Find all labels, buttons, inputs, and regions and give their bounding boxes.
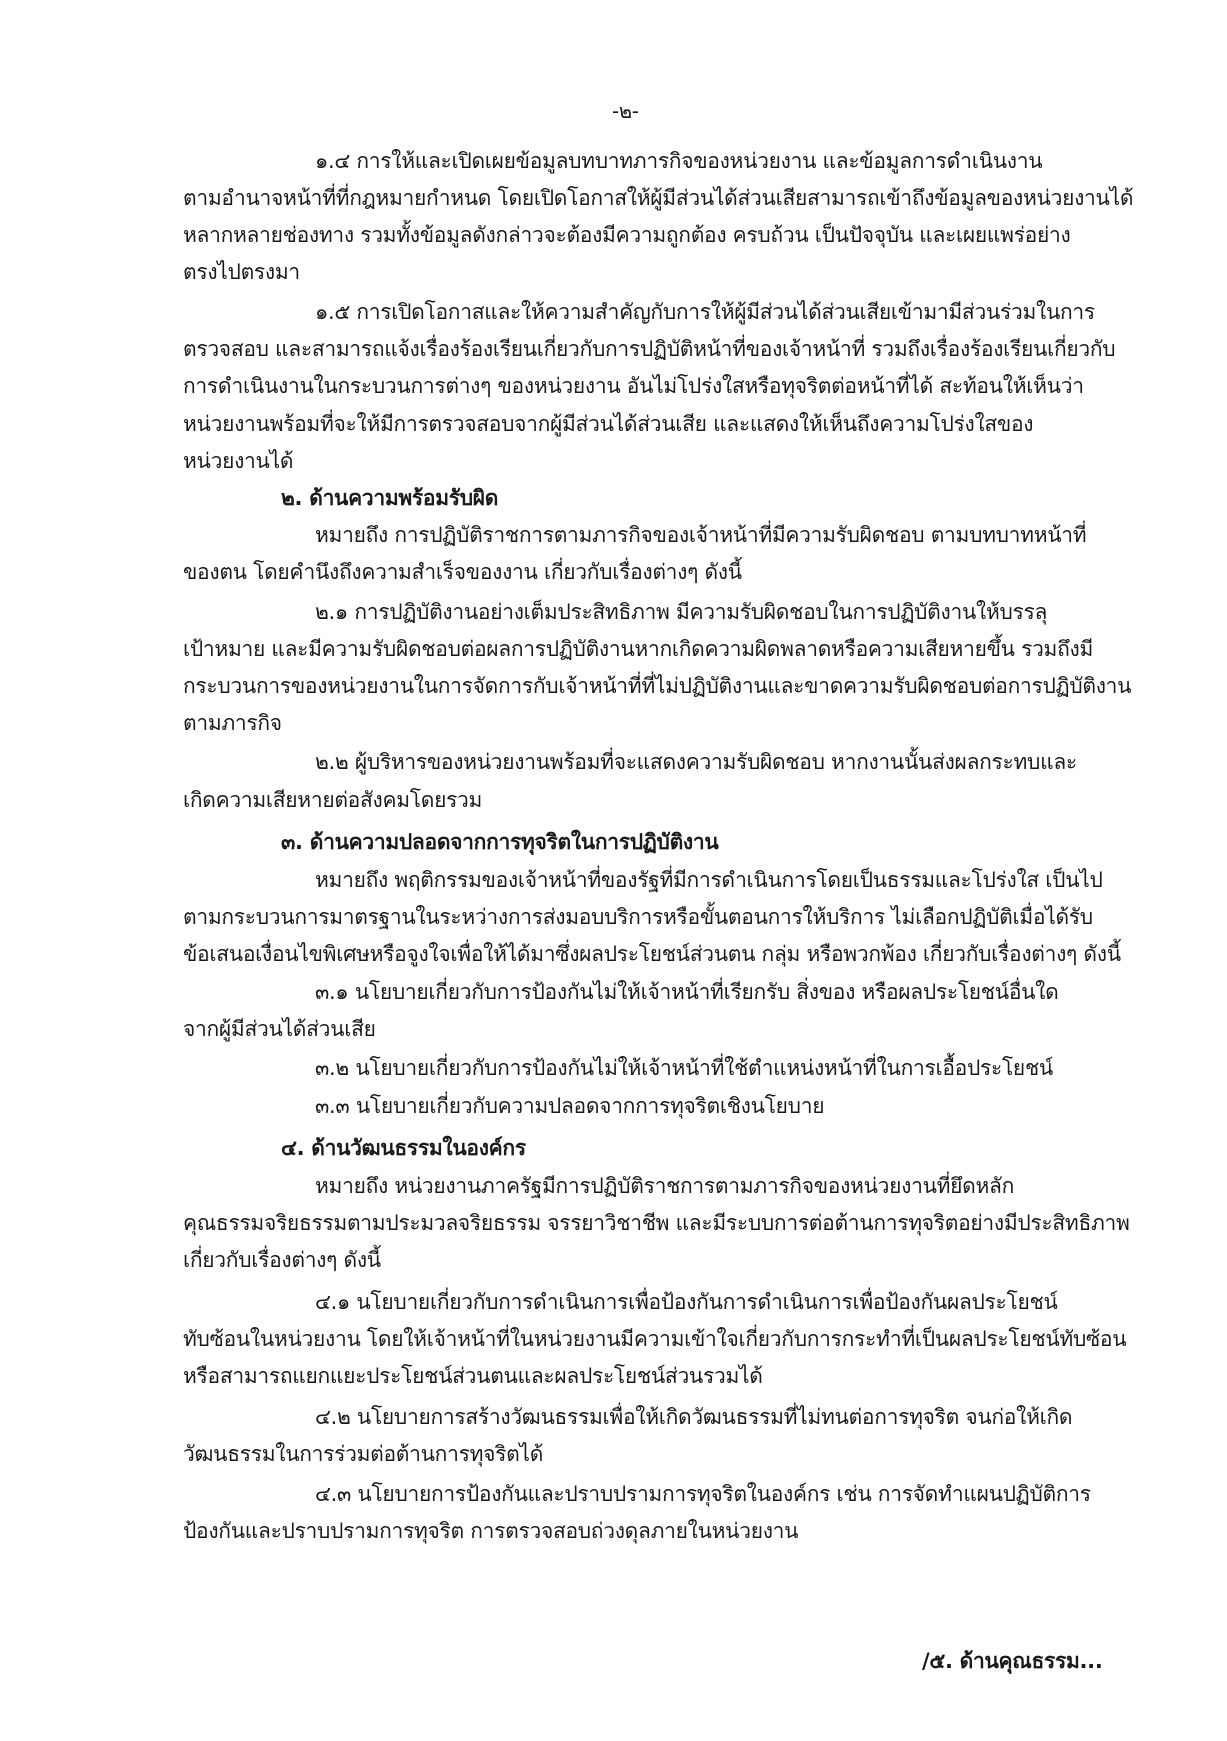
- section-heading: ๓. ด้านความปลอดจากการทุจริตในการปฏิบัติงาน: [281, 830, 719, 854]
- text-line: หน่วยงานได้: [183, 449, 294, 473]
- text-line: การดำเนินงานในกระบวนการต่างๆ ของหน่วยงาน อันไม่โปร่งใสหรือทุจริตต่อหน้าที่ได้ สะท้อนให้เห็นว่า: [183, 374, 1084, 398]
- text-line: หลากหลายช่องทาง รวมทั้งข้อมูลดังกล่าวจะต้องมีความถูกต้อง ครบถ้วน เป็นปัจจุบัน และเผยแพร่อย่าง: [183, 223, 1071, 247]
- text-line: หมายถึง พฤติกรรมของเจ้าหน้าที่ของรัฐที่มีการดำเนินการโดยเป็นธรรมและโปร่งใส เป็นไป: [315, 868, 1103, 892]
- text-line: ทับซ้อนในหน่วยงาน โดยให้เจ้าหน้าที่ในหน่วยงานมีความเข้าใจเกี่ยวกับการกระทำที่เป็นผลประโยชน์ทับซ้อน: [183, 1327, 1127, 1351]
- page-number: -๒-: [612, 99, 639, 123]
- text-line: ๒.๒ ผู้บริหารของหน่วยงานพร้อมที่จะแสดงความรับผิดชอบ หากงานนั้นส่งผลกระทบและ: [315, 750, 1077, 774]
- text-line: จากผู้มีส่วนได้ส่วนเสีย: [183, 1017, 376, 1041]
- text-line: ตามกระบวนการมาตรฐานในระหว่างการส่งมอบบริการหรือขั้นตอนการให้บริการ ไม่เลือกปฏิบัติเมื่อได้รับ: [183, 905, 1093, 929]
- text-line: ๔.๑ นโยบายเกี่ยวกับการดำเนินการเพื่อป้องกันการดำเนินการเพื่อป้องกันผลประโยชน์: [315, 1290, 1058, 1314]
- text-line: ตามภารกิจ: [183, 711, 282, 735]
- text-line: กระบวนการของหน่วยงานในการจัดการกับเจ้าหน้าที่ที่ไม่ปฏิบัติงานและขาดความรับผิดชอบต่อการปฏิบัติงาน: [183, 674, 1132, 698]
- text-line: ตรวจสอบ และสามารถแจ้งเรื่องร้องเรียนเกี่ยวกับการปฏิบัติหน้าที่ของเจ้าหน้าที่ รวมถึงเรื่องร้องเรียนเกี่ยวกับ: [183, 337, 1116, 361]
- text-line: เป้าหมาย และมีความรับผิดชอบต่อผลการปฏิบัติงานหากเกิดความผิดพลาดหรือความเสียหายขึ้น รวมถึงมี: [183, 637, 1094, 661]
- text-line: ตามอำนาจหน้าที่ที่กฎหมายกำหนด โดยเปิดโอกาสให้ผู้มีส่วนได้ส่วนเสียสามารถเข้าถึงข้อมูลของหน่วยงานได้: [183, 186, 1134, 210]
- text-line: หมายถึง หน่วยงานภาครัฐมีการปฏิบัติราชการตามภารกิจของหน่วยงานที่ยึดหลัก: [315, 1174, 1015, 1198]
- text-line: ๓.๑ นโยบายเกี่ยวกับการป้องกันไม่ให้เจ้าหน้าที่เรียกรับ สิ่งของ หรือผลประโยชน์อื่นใด: [315, 980, 1059, 1004]
- section-heading: ๒. ด้านความพร้อมรับผิด: [281, 486, 499, 510]
- text-line: ๓.๓ นโยบายเกี่ยวกับความปลอดจากการทุจริตเชิงนโยบาย: [315, 1094, 825, 1118]
- text-line: หน่วยงานพร้อมที่จะให้มีการตรวจสอบจากผู้มีส่วนได้ส่วนเสีย และแสดงให้เห็นถึงความโปร่งใสของ: [183, 412, 1034, 436]
- section-heading: ๔. ด้านวัฒนธรรมในองค์กร: [281, 1136, 526, 1160]
- text-line: ๓.๒ นโยบายเกี่ยวกับการป้องกันไม่ให้เจ้าหน้าที่ใช้ตำแหน่งหน้าที่ในการเอื้อประโยชน์: [315, 1056, 1053, 1080]
- text-line: เกี่ยวกับเรื่องต่างๆ ดังนี้: [183, 1248, 381, 1272]
- text-line: คุณธรรมจริยธรรมตามประมวลจริยธรรม จรรยาวิชาชีพ และมีระบบการต่อต้านการทุจริตอย่างมีประสิทธิภาพ: [183, 1211, 1130, 1235]
- text-line: หรือสามารถแยกแยะประโยชน์ส่วนตนและผลประโยชน์ส่วนรวมได้: [183, 1364, 763, 1388]
- text-line: ตรงไปตรงมา: [183, 260, 300, 284]
- text-line: หมายถึง การปฏิบัติราชการตามภารกิจของเจ้าหน้าที่มีความรับผิดชอบ ตามบทบาทหน้าที่: [315, 523, 1087, 547]
- text-line: ๑.๕ การเปิดโอกาสและให้ความสำคัญกับการให้ผู้มีส่วนได้ส่วนเสียเข้ามามีส่วนร่วมในการ: [315, 300, 1095, 324]
- text-line: เกิดความเสียหายต่อสังคมโดยรวม: [183, 788, 483, 812]
- text-line: ข้อเสนอเงื่อนไขพิเศษหรือจูงใจเพื่อให้ได้มาซึ่งผลประโยชน์ส่วนตน กลุ่ม หรือพวกพ้อง เกี่ยวกับเรื่องต่างๆ ดังนี้: [183, 942, 1121, 966]
- continuation-footer: /๕. ด้านคุณธรรม...: [922, 1649, 1103, 1673]
- text-line: วัฒนธรรมในการร่วมต่อต้านการทุจริตได้: [183, 1442, 544, 1466]
- text-line: ๒.๑ การปฏิบัติงานอย่างเต็มประสิทธิภาพ มีความรับผิดชอบในการปฏิบัติงานให้บรรลุ: [315, 600, 1048, 624]
- text-line: ป้องกันและปราบปรามการทุจริต การตรวจสอบถ่วงดุลภายในหน่วยงาน: [183, 1519, 799, 1543]
- text-line: ๑.๔ การให้และเปิดเผยข้อมูลบทบาทภารกิจของหน่วยงาน และข้อมูลการดำเนินงาน: [315, 149, 1043, 173]
- text-line: ๔.๓ นโยบายการป้องกันและปราบปรามการทุจริตในองค์กร เช่น การจัดทำแผนปฏิบัติการ: [315, 1482, 1091, 1506]
- text-line: ของตน โดยคำนึงถึงความสำเร็จของงาน เกี่ยวกับเรื่องต่างๆ ดังนี้: [183, 560, 742, 584]
- text-line: ๔.๒ นโยบายการสร้างวัฒนธรรมเพื่อให้เกิดวัฒนธรรมที่ไม่ทนต่อการทุจริต จนก่อให้เกิด: [315, 1405, 1073, 1429]
